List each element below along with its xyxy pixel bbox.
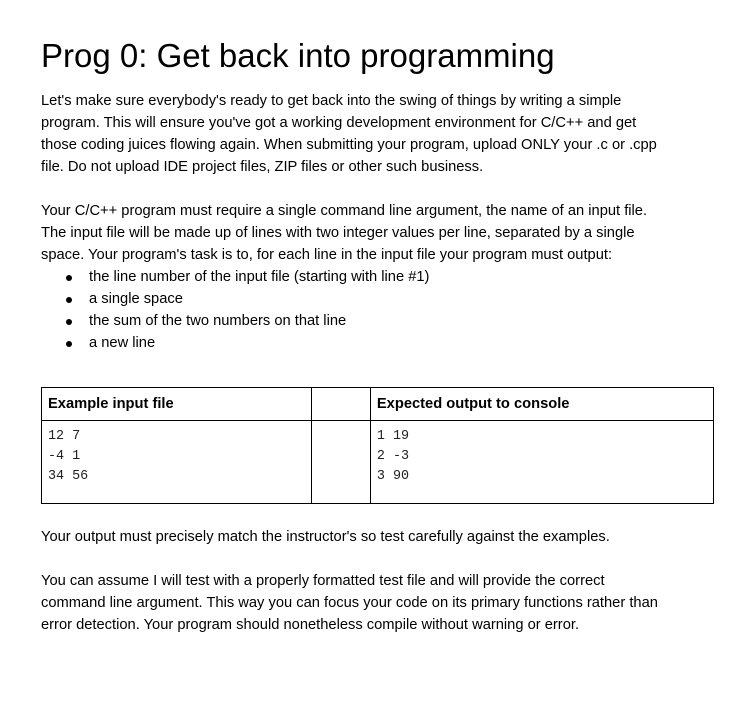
list-item: a single space [41,288,713,310]
output-cell [370,421,713,504]
closing-paragraph: You can assume I will test with a properly formatted test file and will provide the correct command line argument. This way you can focus your code on its primary functions rather than error detection. Your program should nonetheless compile without warning or error. [41,573,658,633]
page-title: Prog 0: Get back into programming [41,37,555,74]
input-line: 12 7 [48,429,81,444]
input-header-cell: Example input file [42,388,312,421]
example-table [41,387,714,504]
output-line: 1 19 [376,429,410,444]
list-item: the line number of the input file (starting with line #1) [41,266,713,288]
document-page [41,36,713,636]
table-row [42,421,714,504]
output-header-cell: Expected output to console [370,388,713,421]
list-item: a new line [41,332,713,354]
list-item: the sum of the two numbers on that line [41,310,713,332]
input-cell [42,421,312,504]
table-header-row [42,388,714,421]
spacer [41,178,713,200]
input-line: 34 56 [48,469,89,484]
empty-header-cell [312,388,371,421]
output-line: 3 90 [376,469,410,484]
empty-cell [312,421,371,504]
spacer [41,548,713,570]
output-requirements-list [41,266,713,354]
output-note-paragraph: Your output must precisely match the instructor's so test carefully against the examples. [41,529,610,545]
output-line: 2 -3 [376,449,410,464]
input-line: -4 1 [48,449,81,464]
requirements-paragraph: Your C/C++ program must require a single command line argument, the name of an input file. The input file will be made up of lines with two integer values per line, separated by a single space. Your program's task is to, for each line in the input file your program must output: [41,203,648,263]
intro-paragraph: Let's make sure everybody's ready to get back into the swing of things by writing a simple program. This will ensure you've got a working development environment for C/C++ and get those coding juices flowing again. When submitting your program, upload ONLY your .c or .cpp file. Do not upload IDE project files, ZIP files or other such business. [41,93,657,175]
